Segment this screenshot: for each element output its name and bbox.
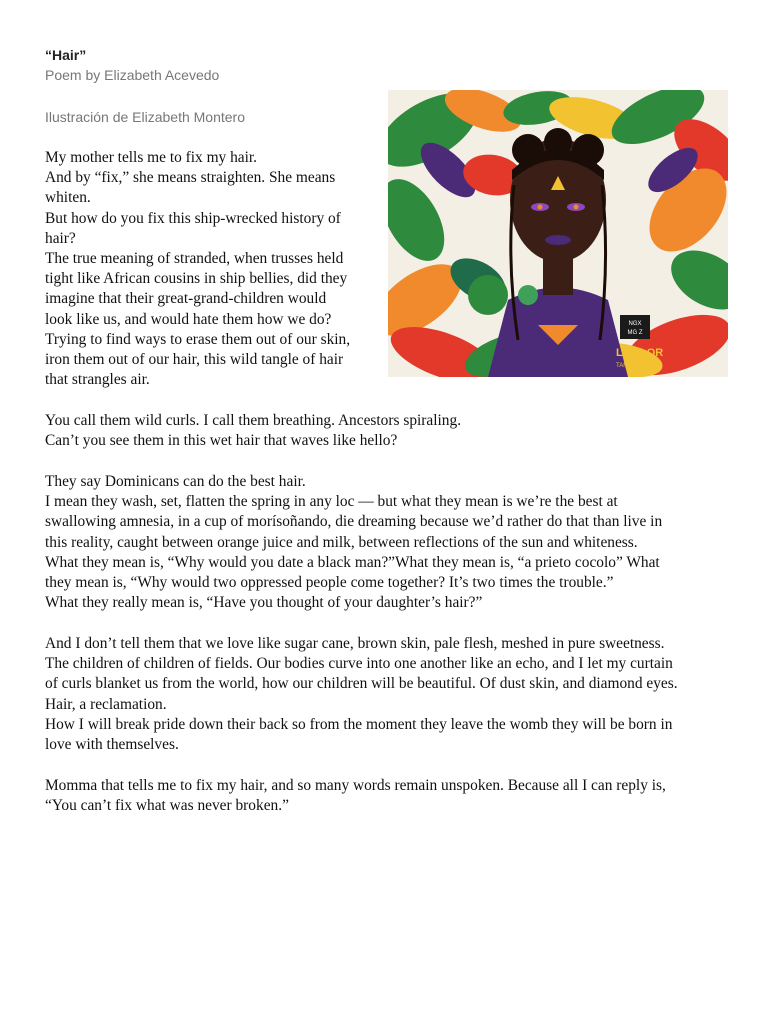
badge-line-2: MG Z [627, 330, 643, 336]
stanza-4 [45, 634, 735, 755]
poem-line: “You can’t fix what was never broken.” [45, 797, 289, 815]
poem-line: swallowing amnesia, in a cup of morísoñando, die dreaming because we’d rather do that than live in [45, 513, 663, 531]
poem-line: this reality, caught between orange juice and milk, between reflections of the sun and whiteness. [45, 533, 638, 551]
poem-line: Can’t you see them in this wet hair that waves like hello? [45, 432, 398, 450]
logo-line-2: TAMARINDO [616, 363, 652, 369]
poem-line: look like us, and would hate them how we do? [45, 310, 332, 328]
poem-line: hair? [45, 229, 76, 247]
poem-line: And by “fix,” she means straighten. She means [45, 169, 336, 187]
poem-line: of curls blanket us from the world, how our children will be beautiful. Of dust skin, and diamond eyes. [45, 675, 678, 693]
poem-line: tight like African cousins in ship bellies, did they [45, 270, 348, 288]
badge [620, 315, 650, 339]
stanza-3 [45, 472, 735, 613]
badge-line-1: NGX [628, 321, 642, 327]
poem-line: The children of children of fields. Our bodies curve into one another like an echo, and I let my curtain [45, 655, 673, 673]
poem-title: “Hair” [45, 47, 87, 63]
poem-line: What they really mean is, “Have you thought of your daughter’s hair?” [45, 594, 483, 612]
illustration-svg [388, 90, 728, 377]
poem-line: they mean is, “Why would two oppressed people come together? It’s two times the trouble.” [45, 574, 614, 592]
poem-line: imagine that their great-grand-children would [45, 290, 327, 308]
poem-line: iron them out of our hair, this wild tangle of hair [45, 351, 344, 369]
poem-line: Hair, a reclamation. [45, 695, 167, 713]
poem-line: Momma that tells me to fix my hair, and so many words remain unspoken. Because all I can reply is, [45, 777, 666, 794]
stanza-2 [45, 411, 735, 451]
poem-byline: Poem by Elizabeth Acevedo [45, 67, 220, 83]
poem-line: whiten. [45, 189, 91, 207]
poem-line: But how do you fix this ship-wrecked history of [45, 209, 341, 227]
poem-line: love with themselves. [45, 736, 179, 754]
poem-line: You call them wild curls. I call them breathing. Ancestors spiraling. [45, 412, 462, 429]
poem-line: Trying to find ways to erase them out of our skin, [45, 330, 351, 348]
poem-line: What they mean is, “Why would you date a black man?”What they mean is, “a prieto cocolo” What [45, 553, 660, 571]
illustration-credit: Ilustración de Elizabeth Montero [45, 109, 245, 125]
stanza-1 [45, 148, 380, 390]
poem-line: The true meaning of stranded, when trusses held [45, 250, 344, 268]
stanza-5 [45, 776, 735, 816]
illustration [388, 90, 728, 377]
poem-line: How I will break pride down their back so from the moment they leave the womb they will be born in [45, 715, 673, 733]
poem-line: And I don’t tell them that we love like sugar cane, brown skin, pale flesh, meshed in pure sweetness. [45, 635, 665, 652]
fruit-decoration [468, 275, 508, 315]
poem-line: My mother tells me to fix my hair. [45, 149, 258, 166]
poem-line: They say Dominicans can do the best hair. [45, 473, 306, 490]
poem-line: that strangles air. [45, 371, 150, 389]
logo-line-1: LA FLOR [616, 347, 664, 359]
poem-line: I mean they wash, set, flatten the spring in any loc — but what they mean is we’re the best at [45, 493, 618, 511]
